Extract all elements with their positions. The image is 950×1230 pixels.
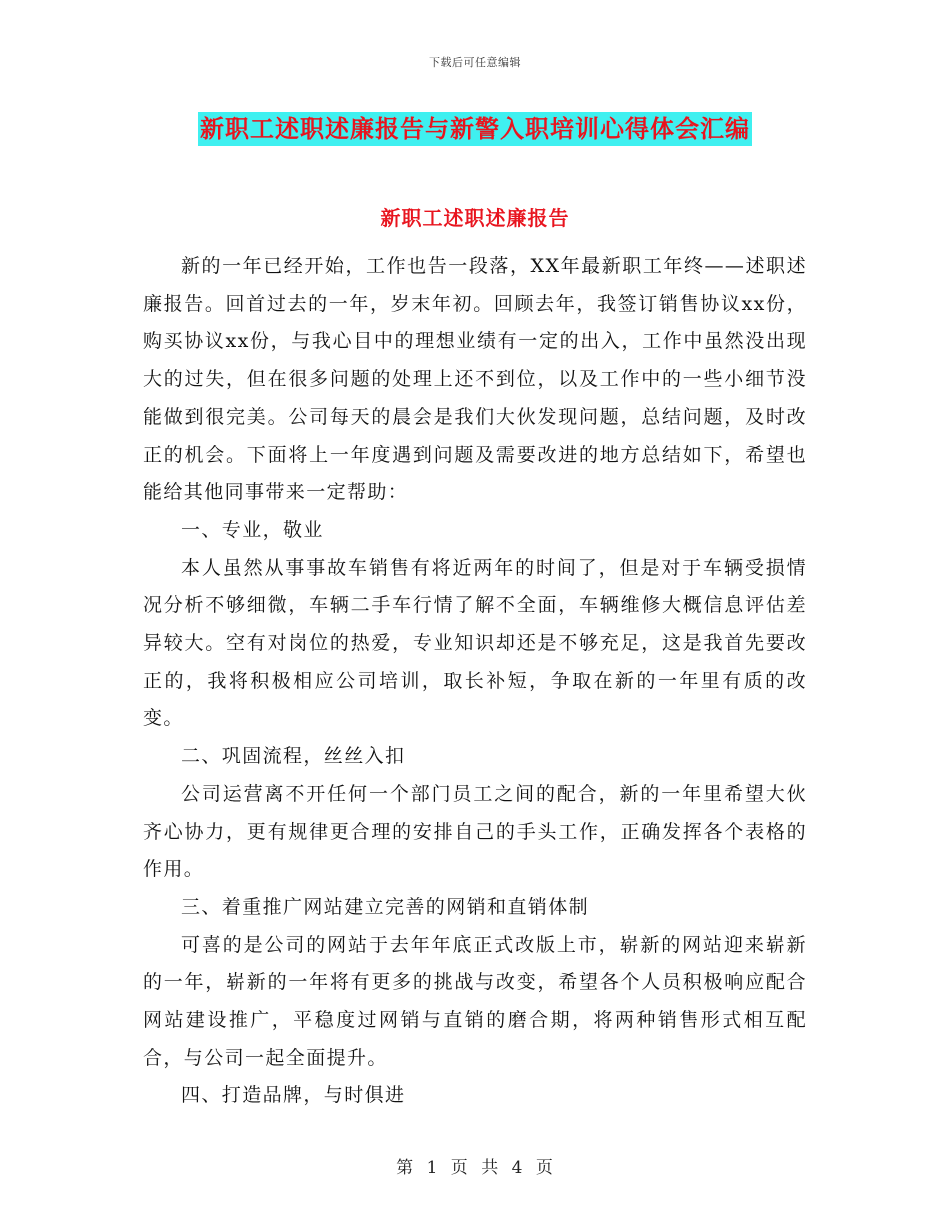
page-header-note: 下载后可任意编辑 [429,56,521,69]
document-title: 新职工述职述廉报告与新警入职培训心得体会汇编 [198,112,752,146]
subheading-professional: 一、专业，敬业 [181,518,324,541]
document-title-container [0,112,950,146]
document-body [143,248,807,1115]
subheading-website: 三、着重推广网站建立完善的网销和直销体制 [181,895,590,918]
section-title: 新职工述职述廉报告 [380,206,570,230]
subheading-brand: 四、打造品牌，与时俱进 [181,1084,406,1107]
body-paragraph-professional: 本人虽然从事事故车销售有将近两年的时间了，但是对于车辆受损情况分析不够细微，车辆二手车行情了解不全面，车辆维修大概信息评估差异较大。空有对岗位的热爱，专业知识却还是不够充足，这是我首先要改正的，我将积极相应公司培训，取长补短，争取在新的一年里有质的改变。 [143,556,807,730]
body-paragraph-website: 可喜的是公司的网站于去年年底正式改版上市，崭新的网站迎来崭新的一年，崭新的一年将有更多的挑战与改变，希望各个人员积极响应配合网站建设推广，平稳度过网销与直销的磨合期，将两种销售形式相互配合，与公司一起全面提升。 [143,933,807,1069]
body-paragraph-process: 公司运营离不开任何一个部门员工之间的配合，新的一年里希望大伙齐心协力，更有规律更合理的安排自己的手头工作，正确发挥各个表格的作用。 [143,782,807,881]
page-footer-indicator: 第 1 页 共 4 页 [396,1158,554,1178]
subheading-process: 二、巩固流程，丝丝入扣 [181,745,406,768]
body-paragraph-intro: 新的一年已经开始，工作也告一段落，XX年最新职工年终——述职述廉报告。回首过去的一年，岁末年初。回顾去年，我签订销售协议xx份，购买协议xx份，与我心目中的理想业绩有一定的出入，工作中虽然没出现大的过失，但在很多问题的处理上还不到位，以及工作中的一些小细节没能做到很完美。公司每天的晨会是我们大伙发现问题，总结问题，及时改正的机会。下面将上一年度遇到问题及需要改进的地方总结如下，希望也能给其他同事带来一定帮助： [143,255,807,504]
